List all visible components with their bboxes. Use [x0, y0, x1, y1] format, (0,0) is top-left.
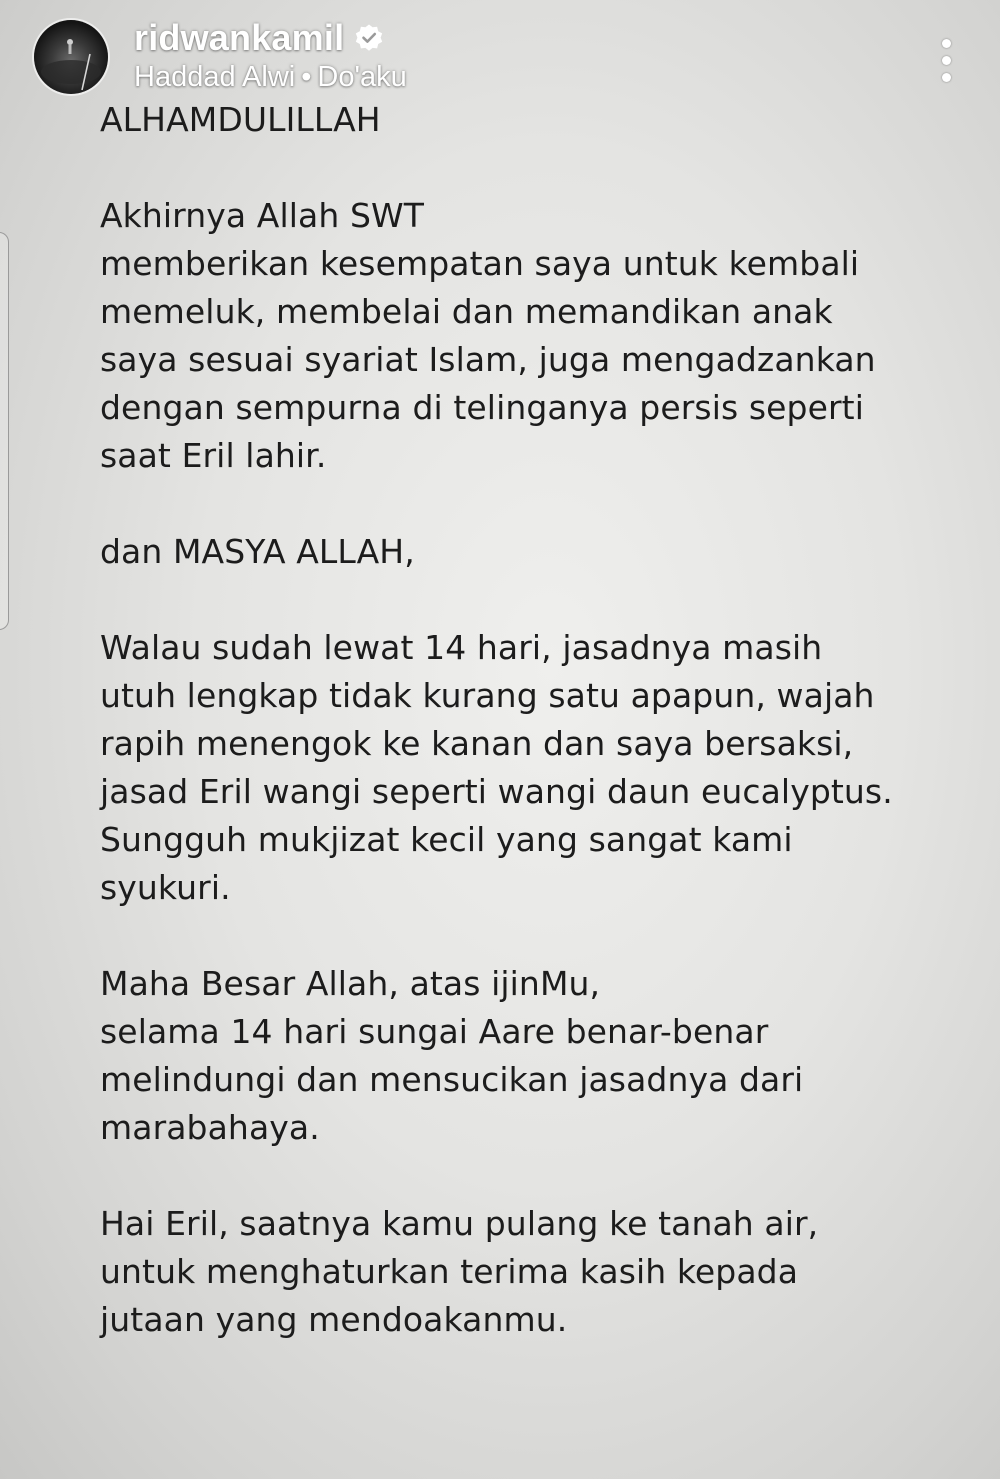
more-options-button[interactable]	[922, 30, 970, 90]
music-title: Do'aku	[317, 60, 407, 93]
music-artist: Haddad Alwi	[134, 60, 296, 93]
avatar[interactable]	[34, 20, 108, 94]
letter-paragraph: dan MASYA ALLAH,	[100, 532, 415, 571]
music-attribution[interactable]	[134, 58, 407, 96]
username-row	[134, 14, 384, 62]
more-vertical-icon-dot	[942, 73, 951, 82]
verified-badge-icon	[354, 23, 384, 53]
letter-title: ALHAMDULILLAH	[100, 100, 381, 139]
story-header	[0, 0, 1000, 100]
music-separator: •	[301, 60, 312, 93]
letter-paragraph: Maha Besar Allah, atas ijinMu, selama 14 hari sungai Aare benar-benar melindungi dan mensucikan jasadnya dari marabahaya.	[100, 964, 804, 1147]
letter-paragraph: Akhirnya Allah SWT memberikan kesempatan saya untuk kembali memeluk, membelai dan memandikan anak saya sesuai syariat Islam, juga mengadzankan dengan sempurna di telinganya persis seperti saat Eril lahir.	[100, 196, 876, 475]
letter-paragraph: Hai Eril, saatnya kamu pulang ke tanah air, untuk menghaturkan terima kasih kepada jutaan yang mendoakanmu.	[100, 1204, 819, 1339]
username[interactable]: ridwankamil	[134, 17, 345, 58]
letter-paragraph: Walau sudah lewat 14 hari, jasadnya masih utuh lengkap tidak kurang satu apapun, wajah rapih menengok ke kanan dan saya bersaksi, jasad Eril wangi seperti wangi daun eucalyptus. Sungguh mukjizat kecil yang sangat kami syukuri.	[100, 628, 893, 907]
story-letter	[100, 96, 980, 1344]
more-vertical-icon-dot	[942, 56, 951, 65]
side-panel-handle[interactable]	[0, 232, 9, 630]
avatar-photo-icon	[34, 20, 108, 94]
more-vertical-icon	[942, 39, 951, 48]
